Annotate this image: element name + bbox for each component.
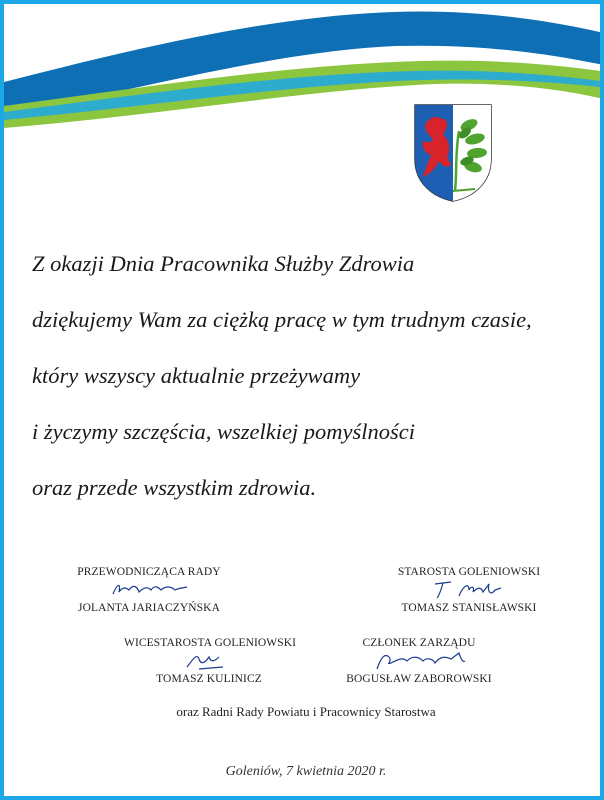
greeting-text (32, 244, 592, 524)
signatory-name: BOGUSŁAW ZABOROWSKI (346, 673, 492, 685)
signature-image (74, 578, 224, 602)
signatory-name: JOLANTA JARIACZYŃSKA (78, 602, 220, 614)
signatory-title: PRZEWODNICZĄCA RADY (77, 566, 221, 578)
greeting-line: oraz przede wszystkim zdrowia. (32, 475, 317, 500)
signatory-vice-starosta (124, 637, 297, 685)
signatory-title: WICESTAROSTA GOLENIOWSKI (124, 637, 297, 649)
signatory-board-member (344, 637, 494, 685)
signatory-title: STAROSTA GOLENIOWSKI (397, 566, 541, 578)
signatory-chairwoman (74, 566, 224, 614)
signature-image (394, 578, 544, 602)
coat-of-arms-icon (413, 103, 493, 203)
signatory-name: TOMASZ STANISŁAWSKI (401, 602, 537, 614)
header-wave-decoration (4, 4, 604, 134)
signature-image (124, 649, 294, 673)
signature-image (344, 649, 494, 673)
signatory-title: CZŁONEK ZARZĄDU (362, 637, 476, 649)
signatory-name: TOMASZ KULINICZ (156, 673, 262, 685)
greeting-line: dziękujemy Wam za ciężką pracę w tym trudnym czasie, (32, 307, 532, 332)
greeting-line: który wszyscy aktualnie przeżywamy (32, 363, 361, 388)
greeting-line: Z okazji Dnia Pracownika Służby Zdrowia (32, 251, 415, 276)
signatory-starosta (394, 566, 544, 614)
place-date: Goleniów, 7 kwietnia 2020 r. (225, 764, 387, 779)
closing-line: oraz Radni Rady Powiatu i Pracownicy Starostwa (176, 704, 436, 719)
greeting-line: i życzymy szczęścia, wszelkiej pomyślności (32, 419, 416, 444)
